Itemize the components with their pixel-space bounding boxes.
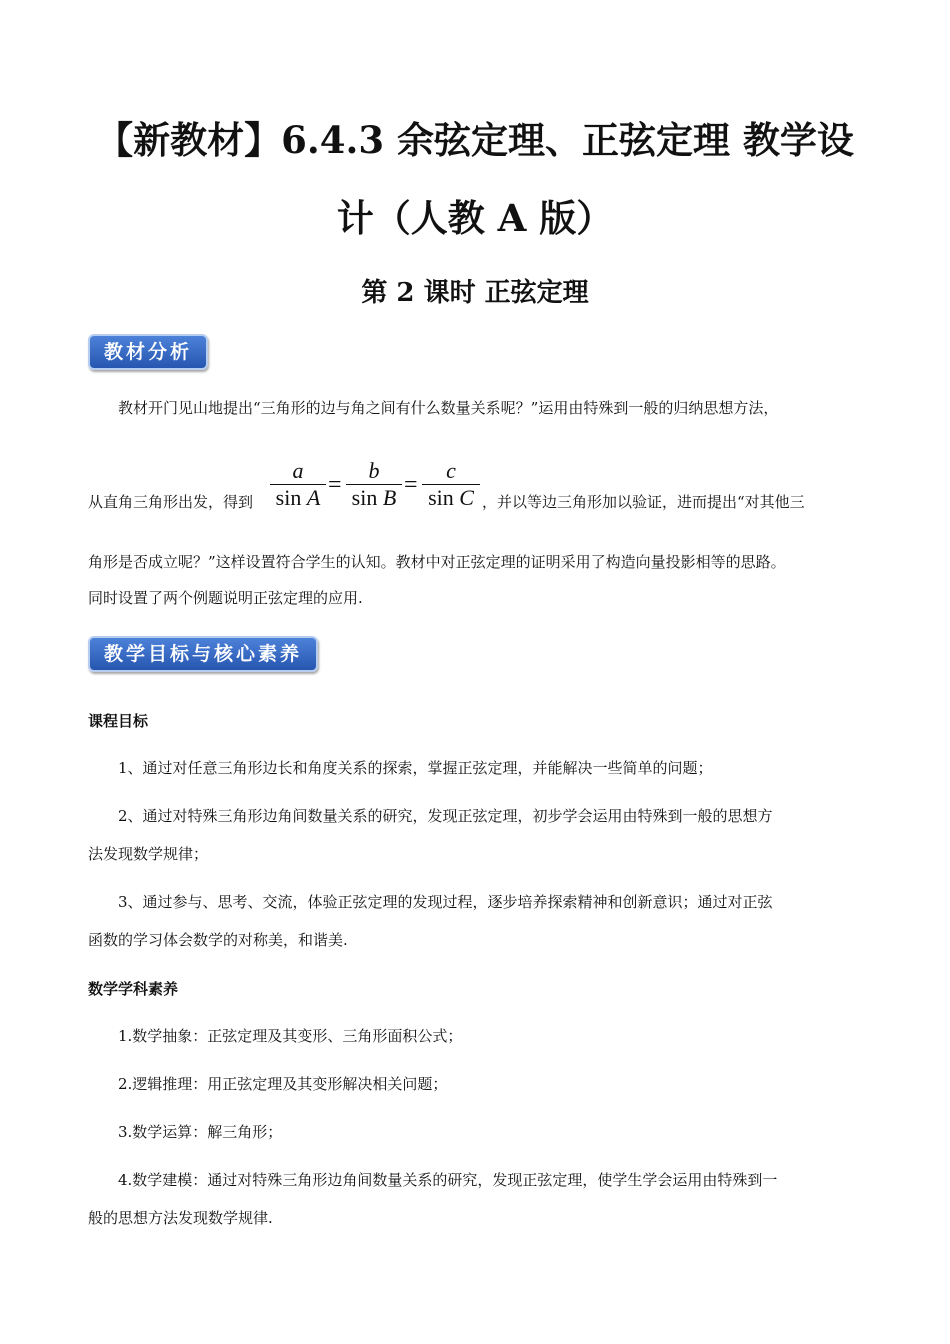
goal-3-line-2: 函数的学习体会数学的对称美，和谐美. [88, 931, 348, 949]
document-title-line-2: 计（人教 A 版） [336, 196, 614, 240]
analysis-paragraph-line-4: 同时设置了两个例题说明正弦定理的应用. [88, 589, 363, 607]
goal-3-line-1: 3、通过参与、思考、交流，体验正弦定理的发现过程，逐步培养探索精神和创新意识；通过对正弦 [118, 893, 773, 911]
angle-A: A [306, 485, 321, 510]
angle-B: B [382, 485, 397, 510]
denominator-sinA [270, 485, 326, 511]
angle-C: C [459, 485, 474, 510]
analysis-paragraph-line-2-end: ，并以等边三角形加以验证，进而提出“对其他三 [482, 493, 805, 511]
numerator-a: a [292, 458, 304, 483]
goal-1: 1、通过对任意三角形边长和角度关系的探索，掌握正弦定理，并能解决一些简单的问题； [118, 759, 713, 777]
numerator-c: c [446, 458, 456, 483]
numerator-b: b [368, 458, 380, 483]
section-badge-textbook-analysis: 教材分析 [88, 334, 208, 370]
literacy-2: 2.逻辑推理：用正弦定理及其变形解决相关问题； [118, 1075, 448, 1093]
denominator-sinB [346, 485, 402, 511]
math-literacy-heading: 数学学科素养 [88, 980, 179, 998]
section-badge-teaching-goals: 教学目标与核心素养 [88, 636, 318, 672]
fraction-c-over-sinC [422, 458, 480, 511]
sin-label: sin [351, 485, 378, 510]
equals-sign: = [328, 472, 342, 498]
goal-2-line-2: 法发现数学规律； [88, 845, 209, 863]
course-goals-heading: 课程目标 [88, 712, 149, 730]
document-title-line-1: 【新教材】6.4.3 余弦定理、正弦定理 教学设 [96, 118, 854, 162]
sin-label: sin [275, 485, 302, 510]
denominator-sinC [422, 485, 480, 511]
fraction-b-over-sinB [346, 458, 402, 511]
literacy-4-line-1: 4.数学建模：通过对特殊三角形边角间数量关系的研究，发现正弦定理，使学生学会运用由特殊到一 [118, 1171, 778, 1189]
literacy-1: 1.数学抽象：正弦定理及其变形、三角形面积公式； [118, 1027, 463, 1045]
analysis-paragraph-line-3: 角形是否成立呢？”这样设置符合学生的认知。教材中对正弦定理的证明采用了构造向量投影相等的思路。 [88, 553, 786, 571]
literacy-4-line-2: 般的思想方法发现数学规律. [88, 1209, 273, 1227]
equals-sign: = [404, 472, 418, 498]
sin-label: sin [428, 485, 454, 510]
fraction-a-over-sinA [270, 458, 326, 511]
literacy-3: 3.数学运算：解三角形； [118, 1123, 283, 1141]
goal-2-line-1: 2、通过对特殊三角形边角间数量关系的研究，发现正弦定理，初步学会运用由特殊到一般的思想方 [118, 807, 773, 825]
analysis-paragraph-line-2-start: 从直角三角形出发，得到 [88, 493, 254, 511]
lesson-subtitle: 第 2 课时 正弦定理 [361, 278, 589, 308]
analysis-paragraph-line-1: 教材开门见山地提出“三角形的边与角之间有什么数量关系呢？”运用由特殊到一般的归纳思想方法， [118, 399, 779, 417]
